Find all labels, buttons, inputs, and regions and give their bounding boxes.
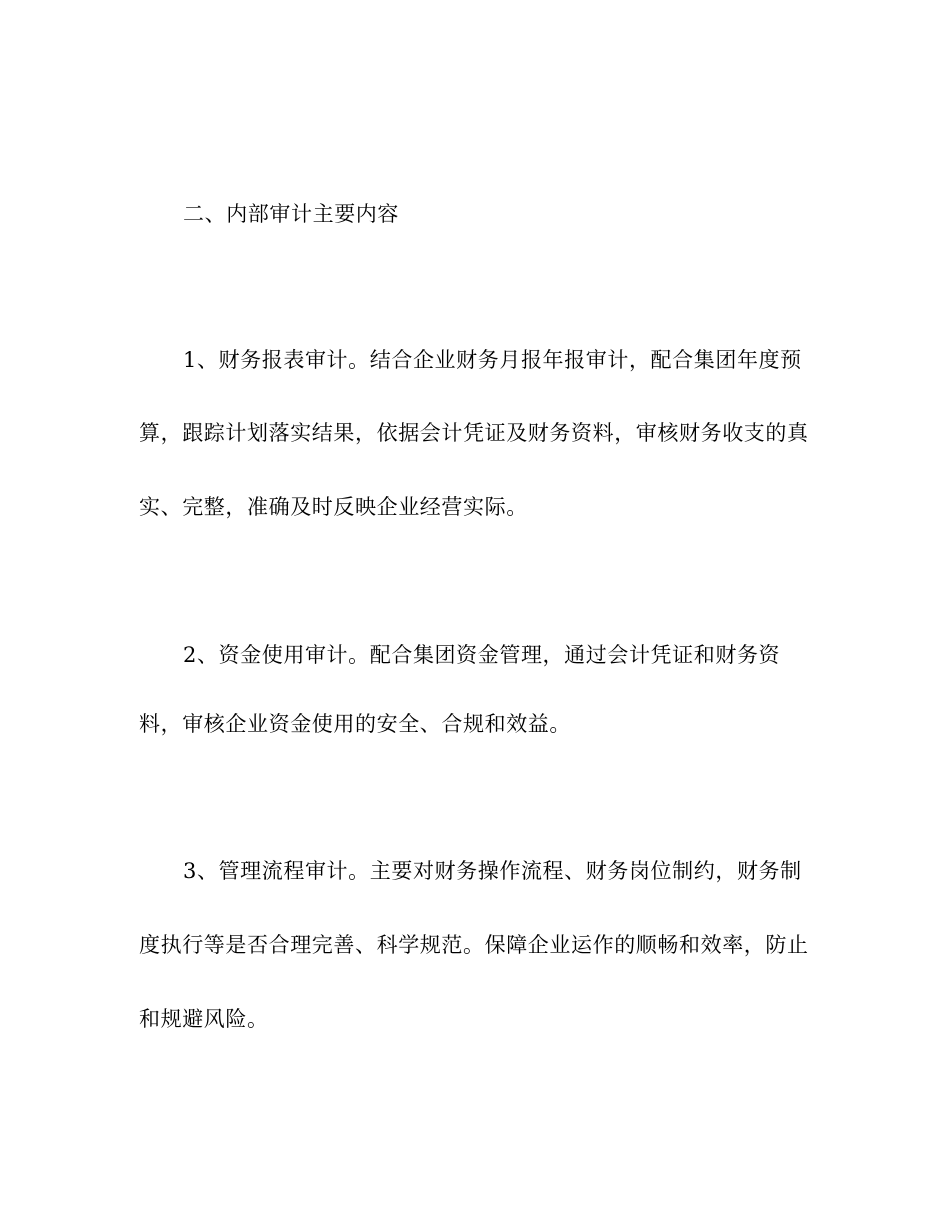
section-heading: 二、内部审计主要内容 bbox=[183, 202, 399, 226]
paragraph-line: 1、财务报表审计。结合企业财务月报年报审计，配合集团年度预 bbox=[183, 348, 802, 372]
paragraph-line: 2、资金使用审计。配合集团资金管理，通过会计凭证和财务资 bbox=[183, 643, 781, 667]
paragraph-line: 3、管理流程审计。主要对财务操作流程、财务岗位制约，财务制 bbox=[183, 859, 802, 883]
paragraph-line: 料，审核企业资金使用的安全、合规和效益。 bbox=[139, 712, 571, 736]
paragraph-line: 实、完整，准确及时反映企业经营实际。 bbox=[139, 495, 528, 519]
paragraph-line: 度执行等是否合理完善、科学规范。保障企业运作的顺畅和效率，防止 bbox=[139, 933, 809, 957]
paragraph-line: 和规避风险。 bbox=[139, 1007, 269, 1031]
paragraph-line: 算，跟踪计划落实结果，依据会计凭证及财务资料，审核财务收支的真 bbox=[139, 421, 809, 445]
